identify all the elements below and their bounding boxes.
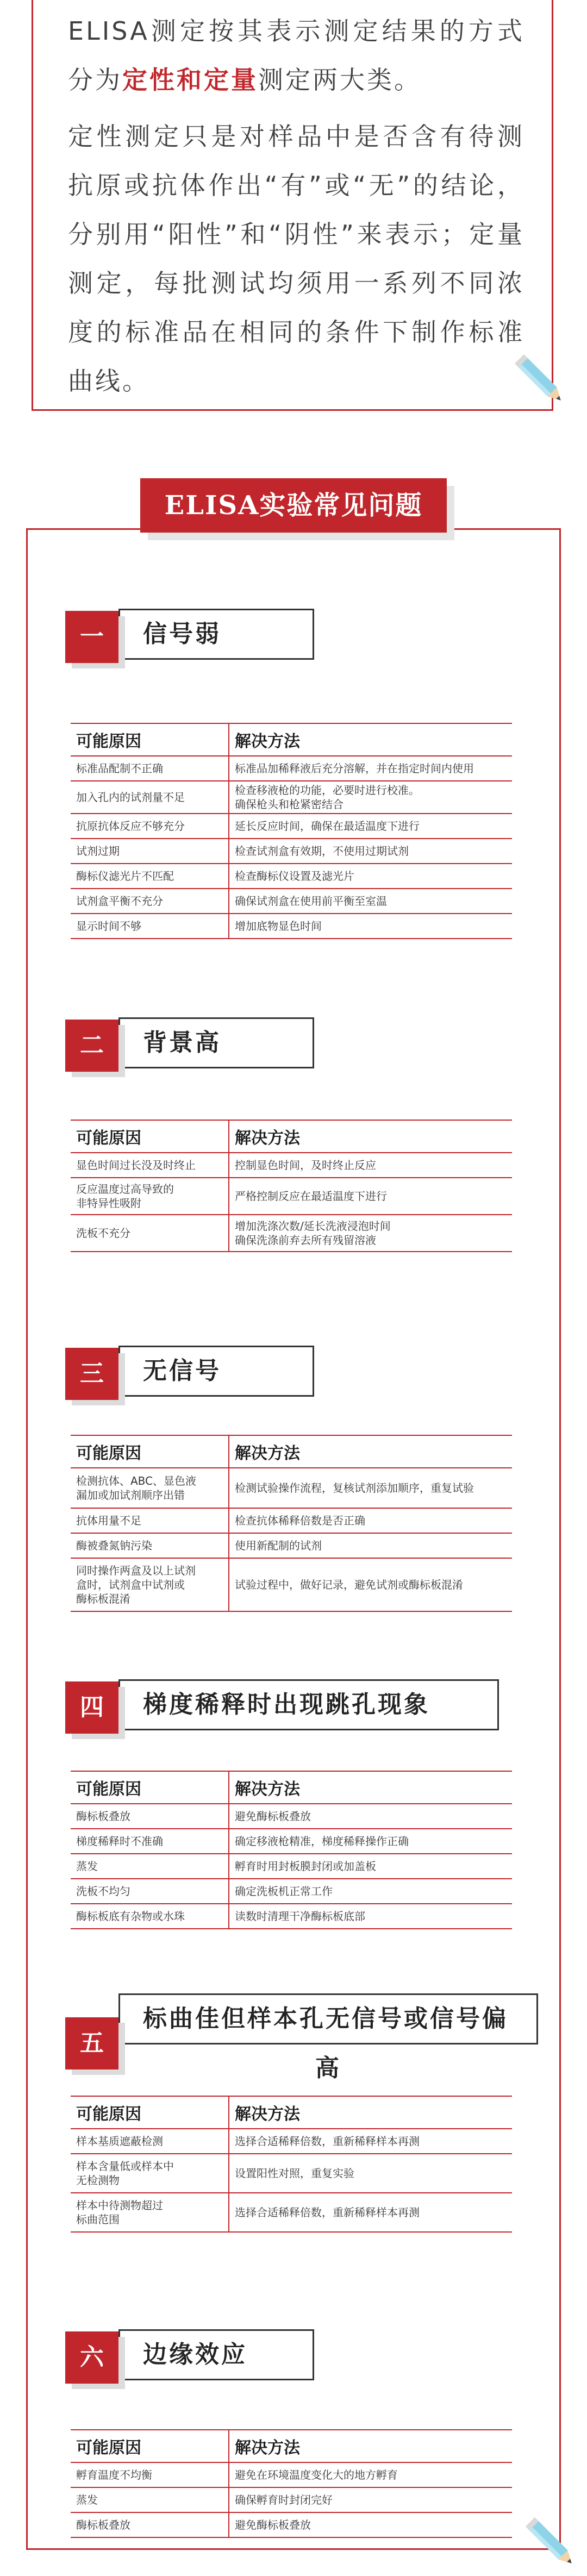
table-row bbox=[71, 1879, 512, 1904]
header-solution: 解决方法 bbox=[229, 723, 512, 756]
solution-cell: 检查抗体稀释倍数是否正确 bbox=[229, 1508, 512, 1533]
pencil-icon bbox=[508, 348, 573, 413]
table-header-row bbox=[71, 2096, 512, 2129]
cause-cell: 酶被叠氮钠污染 bbox=[71, 1533, 229, 1558]
main-title: ELISA实验常见问题 bbox=[140, 478, 447, 533]
header-cause: 可能原因 bbox=[71, 723, 229, 756]
cause-cell: 反应温度过高导致的 非特异性吸附 bbox=[71, 1178, 229, 1215]
table-row bbox=[71, 1153, 512, 1178]
table-row bbox=[71, 1508, 512, 1533]
cause-cell: 梯度稀释时不准确 bbox=[71, 1829, 229, 1854]
solution-cell: 确保孵育时封闭完好 bbox=[229, 2487, 512, 2512]
problem-table bbox=[71, 1120, 512, 1252]
table-row bbox=[71, 1804, 512, 1829]
highlight-text: 定性和定量 bbox=[122, 65, 258, 95]
intro-card bbox=[32, 0, 553, 411]
cause-cell: 洗板不充分 bbox=[71, 1215, 229, 1252]
table-row bbox=[71, 839, 512, 864]
cause-cell: 孵育温度不均衡 bbox=[71, 2462, 229, 2487]
table-row bbox=[71, 2154, 512, 2193]
solution-cell: 避免在环境温度变化大的地方孵育 bbox=[229, 2462, 512, 2487]
solution-cell: 避免酶标板叠放 bbox=[235, 2518, 311, 2531]
section-number: 二 bbox=[65, 1020, 118, 1072]
table-row bbox=[71, 1178, 512, 1215]
table-row bbox=[71, 2512, 512, 2537]
cause-cell: 试剂过期 bbox=[71, 839, 229, 864]
section-title: 边缘效应 bbox=[118, 2329, 314, 2380]
section-title: 无信号 bbox=[118, 1346, 314, 1397]
pencil-icon bbox=[519, 2511, 584, 2576]
solution-cell: 检查移液枪的功能，必要时进行校准。 确保枪头和枪紧密结合 bbox=[229, 781, 512, 814]
section-number: 三 bbox=[65, 1348, 118, 1400]
section-title: 背景高 bbox=[118, 1017, 314, 1068]
section-number: 一 bbox=[65, 611, 118, 663]
solution-cell: 选择合适稀释倍数，重新稀释样本再测 bbox=[235, 2206, 420, 2219]
section-title: 信号弱 bbox=[118, 609, 314, 660]
cause-cell: 酶标板叠放 bbox=[71, 2512, 229, 2537]
cause-cell: 样本中待测物超过 标曲范围 bbox=[71, 2193, 229, 2232]
section-number: 四 bbox=[65, 1681, 118, 1734]
table-row bbox=[71, 1215, 512, 1252]
solution-cell: 检测试验操作流程，复核试剂添加顺序，重复试验 bbox=[229, 1468, 512, 1508]
solution-cell: 控制显色时间，及时终止反应 bbox=[229, 1153, 512, 1178]
cause-cell: 蒸发 bbox=[71, 1854, 229, 1879]
solution-cell: 确保试剂盒在使用前平衡至室温 bbox=[229, 889, 512, 914]
header-solution: 解决方法 bbox=[229, 1435, 512, 1468]
cause-cell: 抗体用量不足 bbox=[71, 1508, 229, 1533]
cause-cell: 标准品配制不正确 bbox=[71, 756, 229, 781]
table-row bbox=[71, 864, 512, 889]
table-row bbox=[71, 914, 512, 939]
table-row bbox=[71, 2487, 512, 2512]
cause-cell: 样本基质遮蔽检测 bbox=[71, 2129, 229, 2154]
header-solution: 解决方法 bbox=[229, 2430, 512, 2462]
problem-table bbox=[71, 723, 512, 939]
table-row bbox=[71, 889, 512, 914]
table-header-row bbox=[71, 723, 512, 756]
cause-cell: 试剂盒平衡不充分 bbox=[71, 889, 229, 914]
table-header-row bbox=[71, 1435, 512, 1468]
problem-table bbox=[71, 2096, 512, 2233]
header-solution: 解决方法 bbox=[229, 2096, 512, 2129]
problem-table bbox=[71, 1435, 512, 1612]
table-row bbox=[71, 2129, 512, 2154]
table-row bbox=[71, 1533, 512, 1558]
solution-cell: 试验过程中，做好记录，避免试剂或酶标板混淆 bbox=[235, 1578, 463, 1591]
cause-cell: 检测抗体、ABC、显色液 漏加或加试剂顺序出错 bbox=[71, 1468, 229, 1508]
cause-cell: 酶标仪滤光片不匹配 bbox=[71, 864, 229, 889]
header-cause: 可能原因 bbox=[71, 1771, 229, 1804]
cause-cell: 显色时间过长没及时终止 bbox=[71, 1153, 229, 1178]
table-row bbox=[71, 1558, 512, 1611]
cause-cell: 同时操作两盒及以上试剂 盒时，试剂盒中试剂或 酶标板混淆 bbox=[71, 1558, 229, 1611]
problem-table bbox=[71, 1771, 512, 1929]
table-header-row bbox=[71, 2430, 512, 2462]
cause-cell: 蒸发 bbox=[71, 2487, 229, 2512]
cause-cell: 加入孔内的试剂量不足 bbox=[71, 781, 229, 814]
solution-cell: 确定洗板机正常工作 bbox=[229, 1879, 512, 1904]
cause-cell: 显示时间不够 bbox=[71, 914, 229, 939]
solution-cell: 孵育时用封板膜封闭或加盖板 bbox=[229, 1854, 512, 1879]
cause-cell: 酶标板叠放 bbox=[71, 1804, 229, 1829]
cause-cell: 样本含量低或样本中 无检测物 bbox=[71, 2154, 229, 2193]
table-row bbox=[71, 756, 512, 781]
solution-cell: 设置阳性对照，重复实验 bbox=[229, 2154, 512, 2193]
section-number: 六 bbox=[65, 2331, 118, 2384]
intro-paragraph-2: 定性测定只是对样品中是否含有待测抗原或抗体作出“有”或“无”的结论，分别用“阳性”和“阴性”来表示；定量测定，每批测试均须用一系列不同浓度的标准品在相同的条件下制作标准曲线。 bbox=[68, 122, 524, 396]
solution-cell: 确定移液枪精准，梯度稀释操作正确 bbox=[229, 1829, 512, 1854]
problem-table bbox=[71, 2429, 512, 2538]
solution-cell: 标准品加稀释液后充分溶解，并在指定时间内使用 bbox=[229, 756, 512, 781]
cause-cell: 洗板不均匀 bbox=[71, 1879, 229, 1904]
solution-cell: 延长反应时间，确保在最适温度下进行 bbox=[229, 814, 512, 839]
table-row bbox=[71, 1468, 512, 1508]
solution-cell: 读数时清理干净酶标板底部 bbox=[235, 1910, 365, 1923]
table-row bbox=[71, 1854, 512, 1879]
table-header-row bbox=[71, 1771, 512, 1804]
header-cause: 可能原因 bbox=[71, 1435, 229, 1468]
table-row bbox=[71, 1904, 512, 1929]
table-row bbox=[71, 2462, 512, 2487]
header-solution: 解决方法 bbox=[229, 1771, 512, 1804]
section-number: 五 bbox=[65, 2017, 118, 2069]
solution-cell: 增加底物显色时间 bbox=[235, 920, 322, 933]
table-row bbox=[71, 1829, 512, 1854]
solution-cell: 增加洗涤次数/延长洗液浸泡时间 确保洗涤前弃去所有残留溶液 bbox=[235, 1220, 391, 1247]
cause-cell: 酶标板底有杂物或水珠 bbox=[71, 1904, 229, 1929]
section-title: 梯度稀释时出现跳孔现象 bbox=[118, 1679, 499, 1730]
table-row bbox=[71, 814, 512, 839]
cause-cell: 抗原抗体反应不够充分 bbox=[71, 814, 229, 839]
header-solution: 解决方法 bbox=[229, 1120, 512, 1153]
table-row bbox=[71, 2193, 512, 2232]
solution-cell: 严格控制反应在最适温度下进行 bbox=[229, 1178, 512, 1215]
header-cause: 可能原因 bbox=[71, 1120, 229, 1153]
solution-cell: 避免酶标板叠放 bbox=[229, 1804, 512, 1829]
solution-cell: 检查酶标仪设置及滤光片 bbox=[229, 864, 512, 889]
header-cause: 可能原因 bbox=[71, 2430, 229, 2462]
section-title-line2: 高 bbox=[315, 2054, 341, 2082]
table-header-row bbox=[71, 1120, 512, 1153]
section-title: 标曲佳但样本孔无信号或信号偏 bbox=[118, 1993, 538, 2044]
solution-cell: 检查试剂盒有效期，不使用过期试剂 bbox=[229, 839, 512, 864]
solution-cell: 选择合适稀释倍数，重新稀释样本再测 bbox=[229, 2129, 512, 2154]
intro-paragraph-1: ELISA测定按其表示测定结果的方式分为定性和定量测定两大类。 bbox=[68, 16, 524, 95]
table-row bbox=[71, 781, 512, 814]
solution-cell: 使用新配制的试剂 bbox=[229, 1533, 512, 1558]
header-cause: 可能原因 bbox=[71, 2096, 229, 2129]
